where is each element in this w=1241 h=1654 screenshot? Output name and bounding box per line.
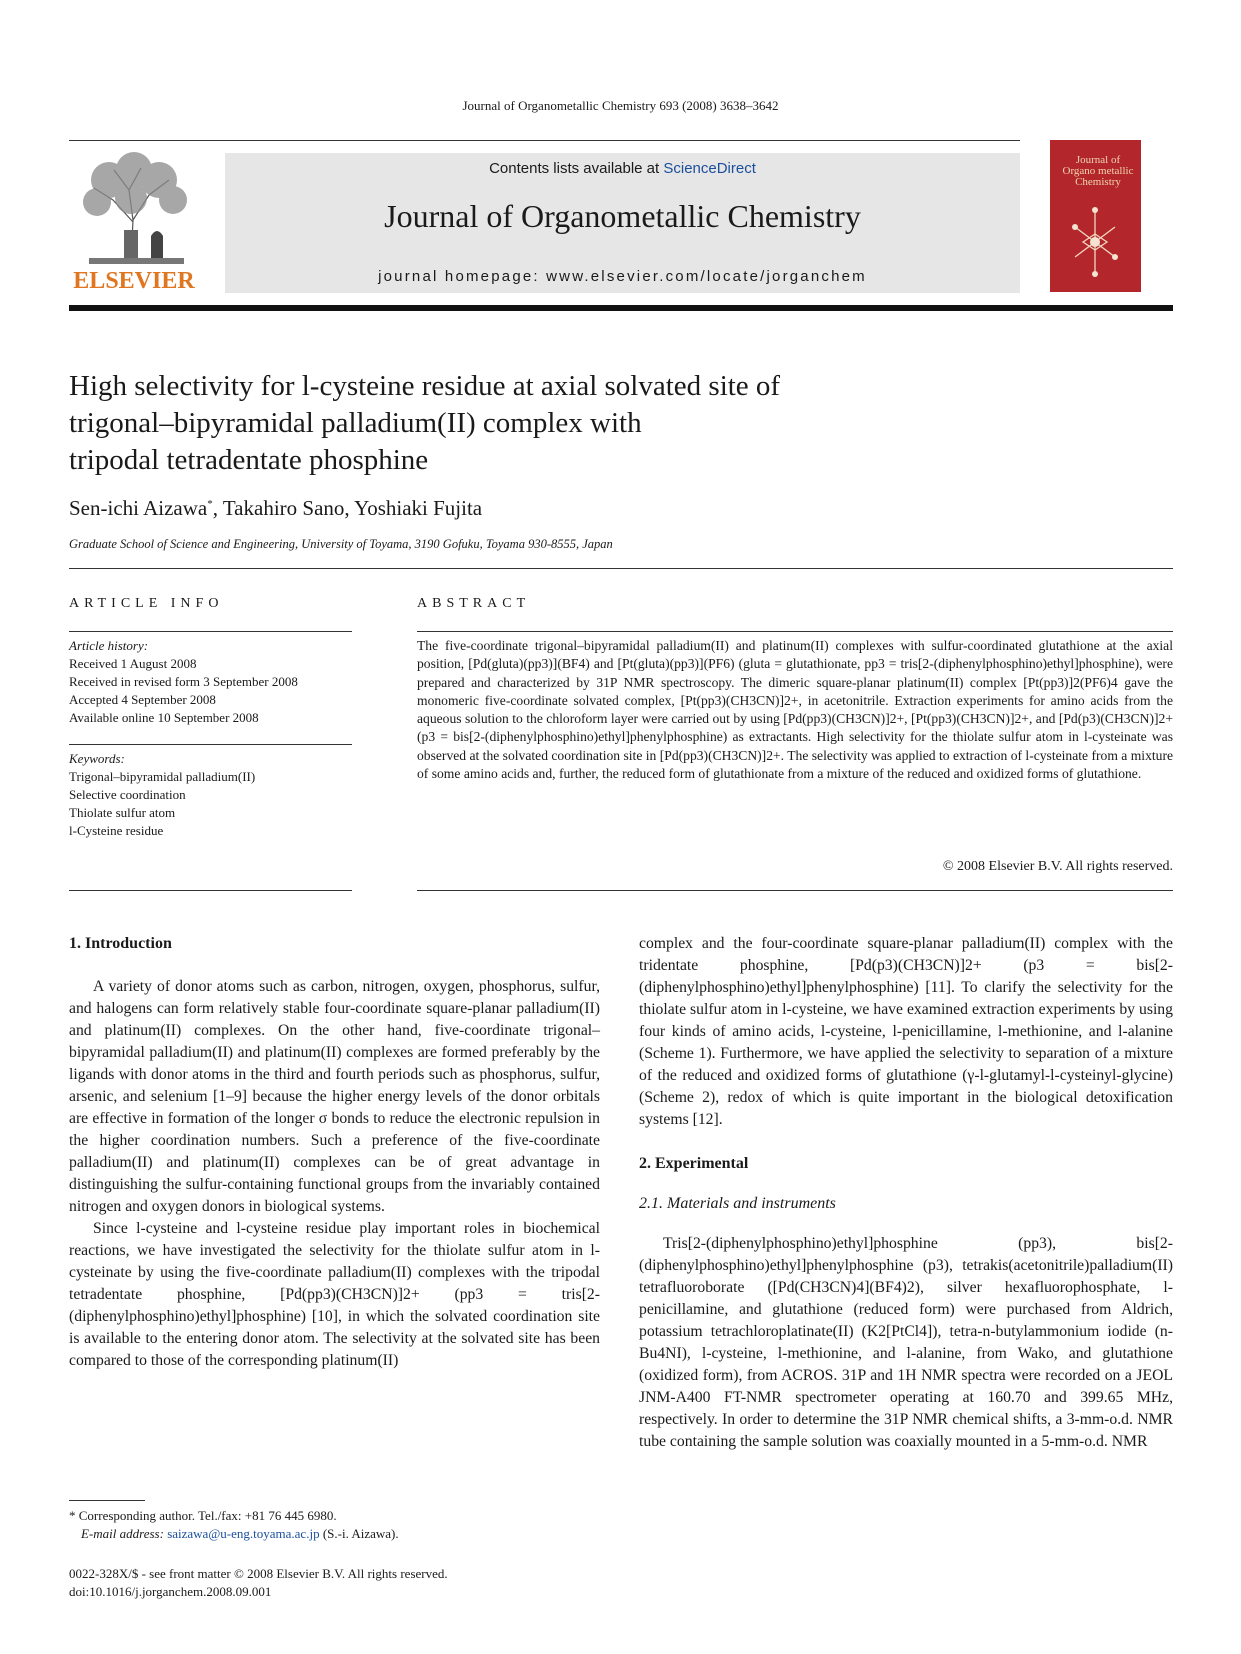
author-others: , Takahiro Sano, Yoshiaki Fujita	[212, 496, 483, 520]
affiliation: Graduate School of Science and Engineering, University of Toyama, 3190 Gofuku, Toyama 930-8555, Japan	[69, 537, 613, 551]
issn-line: 0022-328X/$ - see front matter © 2008 Elsevier B.V. All rights reserved.	[69, 1566, 448, 1581]
keywords	[69, 750, 359, 840]
author-list	[69, 496, 482, 521]
article-info-heading: ARTICLE INFO	[69, 596, 224, 611]
body-paragraph: Tris[2-(diphenylphosphino)ethyl]phosphine (pp3), bis[2-(diphenylphosphino)ethyl]phenylphosphine (p3), tetrakis(acetonitrile)palladium(II) tetrafluoroborate ([Pd(CH3CN)4](BF4)2), silver hexafluorophosphate, l-penicillamine, and glutathione (reduced form) were purchased from Aldrich, potassium tetrachloroplatinate(II) (K2[PtCl4]), tetra-n-butylammonium iodide (n-Bu4NI), l-cysteine, l-methionine, and l-alanine, from Wako, and glutathione (oxidized form), from ACROS. 31P and 1H NMR spectra were recorded on a JEOL JNM-A400 FT-NMR spectrometer operating at 160.70 and 399.65 MHz, respectively. In order to determine the 31P NMR chemical shifts, a 3-mm-o.d. NMR tube containing the sample solution was coaxially mounted in a 5-mm-o.d. NMR	[639, 1235, 1173, 1450]
body-paragraph: complex and the four-coordinate square-planar palladium(II) complex with the tridentate phosphine, [Pd(p3)(CH3CN)]2+ (p3 = bis[2-(diphenylphosphino)ethyl]phenylphosphine) [11]. To clarify the selectivity for the thiolate sulfur atom in l-cysteine, we have examined extraction experiments by using four kinds of amino acids, l-cysteine, l-penicillamine, l-methionine, and l-alanine (Scheme 1). Furthermore, we have applied the selectivity to separation of a mixture of the reduced and oxidized forms of glutathione (γ-l-glutamyl-l-cysteinyl-glycine) (Scheme 2), redox of which is quite important in the biological detoxification systems [12].	[639, 935, 1173, 1128]
doi-line[interactable]: doi:10.1016/j.jorganchem.2008.09.001	[69, 1584, 272, 1599]
article-history	[69, 637, 359, 727]
author-email-link[interactable]: saizawa@u-eng.toyama.ac.jp	[167, 1526, 320, 1541]
contents-prefix: Contents lists available at	[489, 160, 664, 177]
front-matter-info	[69, 1565, 600, 1601]
section-heading-introduction: 1. Introduction	[69, 935, 172, 952]
keywords-label: Keywords:	[69, 751, 125, 766]
history-item: Received in revised form 3 September 2008	[69, 674, 298, 689]
footnote-rule	[69, 1500, 145, 1501]
publisher-wordmark: ELSEVIER	[73, 268, 195, 294]
history-item: Accepted 4 September 2008	[69, 692, 216, 707]
contents-line	[225, 160, 1020, 177]
info-rule-bottom	[69, 890, 352, 891]
journal-homepage-link[interactable]: journal homepage: www.elsevier.com/locate/jorganchem	[378, 268, 867, 285]
footnote	[69, 1507, 600, 1543]
keyword-item: Trigonal–bipyramidal palladium(II)	[69, 769, 256, 784]
abstract-heading: ABSTRACT	[417, 596, 531, 611]
cover-molecule-icon	[1065, 202, 1125, 282]
info-rule-mid	[69, 744, 352, 745]
affiliation-rule	[69, 568, 1173, 569]
masthead-rule	[69, 305, 1173, 311]
body-paragraph: A variety of donor atoms such as carbon, nitrogen, oxygen, phosphorus, sulfur, and halogens can form relatively stable four-coordinate square-planar palladium(II) and platinum(II) complexes. On the other hand, five-coordinate trigonal–bipyramidal palladium(II) and platinum(II) complexes are formed preferably by the ligands with donor atoms in the third and fourth periods such as phosphorus, sulfur, arsenic, and selenium [1–9] because the higher energy levels of the donor orbitals are effective in formation of the longer σ bonds to reduce the electronic repulsion in the higher coordination numbers. Such a preference of the five-coordinate palladium(II) and platinum(II) complexes can be of great advantage in distinguishing the sulfur-containing functional groups from the invariably contained nitrogen and oxygen donors in biological systems.	[69, 978, 600, 1215]
corresponding-author-note: * Corresponding author. Tel./fax: +81 76 445 6980.	[69, 1508, 337, 1523]
history-item: Received 1 August 2008	[69, 656, 197, 671]
running-citation: Journal of Organometallic Chemistry 693 (2008) 3638–3642	[462, 98, 779, 113]
title-line-1: High selectivity for l-cysteine residue at axial solvated site of	[69, 370, 781, 402]
title-line-2: trigonal–bipyramidal palladium(II) complex with	[69, 407, 642, 439]
email-label: E-mail address:	[81, 1526, 168, 1541]
journal-cover-image	[1050, 140, 1141, 292]
subsection-heading-materials: 2.1. Materials and instruments	[639, 1195, 836, 1212]
article-title	[69, 368, 969, 479]
keyword-item: Thiolate sulfur atom	[69, 805, 176, 820]
keyword-item: l-Cysteine residue	[69, 823, 164, 838]
author-primary: Sen-ichi Aizawa	[69, 496, 208, 520]
info-rule-top	[69, 631, 352, 632]
abstract-rule-bottom	[417, 890, 1173, 891]
history-label: Article history:	[69, 638, 149, 653]
abstract-copyright: © 2008 Elsevier B.V. All rights reserved.	[942, 859, 1173, 874]
abstract-text: The five-coordinate trigonal–bipyramidal palladium(II) and platinum(II) complexes with sulfur-coordinated glutathione at the axial position, [Pd(gluta)(pp3)](BF4) and [Pt(gluta)(pp3)](PF6) (gluta = glutathionate, pp3 = tris[2-(diphenylphosphino)ethyl]phosphine), were prepared and characterized by 31P NMR spectroscopy. The dimeric square-planar platinum(II) complex [Pt(pp3)]2(PF6)4 gave the monomeric five-coordinate solvated complex, [Pt(pp3)(CH3CN)]2+, in acetonitrile. Extraction experiments for amino acids from the aqueous solution to the chloroform layer were carried out by using [Pd(pp3)(CH3CN)]2+, [Pt(pp3)(CH3CN)]2+, and [Pd(p3)(CH3CN)]2+ (p3 = bis[2-(diphenylphosphino)ethyl]phenylphosphine) as extractants. High selectivity for the thiolate sulfur atom in l-cysteinate was observed at the solvated coordination site in [Pd(pp3)(CH3CN)]2+. The selectivity was applied to extraction of l-cysteinate from a mixture of some amino acids and, further, the reduced form of glutathionate from a mixture of the reduced and oxidized forms of glutathione.	[417, 638, 1173, 782]
journal-banner	[225, 153, 1020, 293]
section-heading-experimental: 2. Experimental	[639, 1155, 749, 1172]
cover-title: Journal of Organo metallic Chemistry	[1062, 154, 1134, 188]
body-column-left	[69, 933, 600, 1372]
sciencedirect-link[interactable]: ScienceDirect	[663, 160, 756, 177]
corresponding-author-mark[interactable]: *	[207, 498, 213, 510]
keyword-item: Selective coordination	[69, 787, 186, 802]
journal-name: Journal of Organometallic Chemistry	[384, 198, 861, 234]
body-paragraph: Since l-cysteine and l-cysteine residue play important roles in biochemical reactions, we have investigated the selectivity for the thiolate sulfur atom in l-cysteinate by using the five-coordinate palladium(II) complexes with the tripodal tetradentate phosphine, [Pd(pp3)(CH3CN)]2+ (pp3 = tris[2-(diphenylphosphino)ethyl]phosphine) [10], in which the solvated coordination site is available to the entering donor atom. The selectivity at the solvated site has been compared to those of the corresponding platinum(II)	[69, 1220, 600, 1369]
body-column-right	[639, 933, 1173, 1453]
history-item: Available online 10 September 2008	[69, 710, 259, 725]
abstract-rule-top	[417, 631, 1173, 632]
email-suffix: (S.-i. Aizawa).	[319, 1526, 399, 1541]
title-line-3: tripodal tetradentate phosphine	[69, 444, 429, 476]
header-rule	[69, 140, 1020, 141]
